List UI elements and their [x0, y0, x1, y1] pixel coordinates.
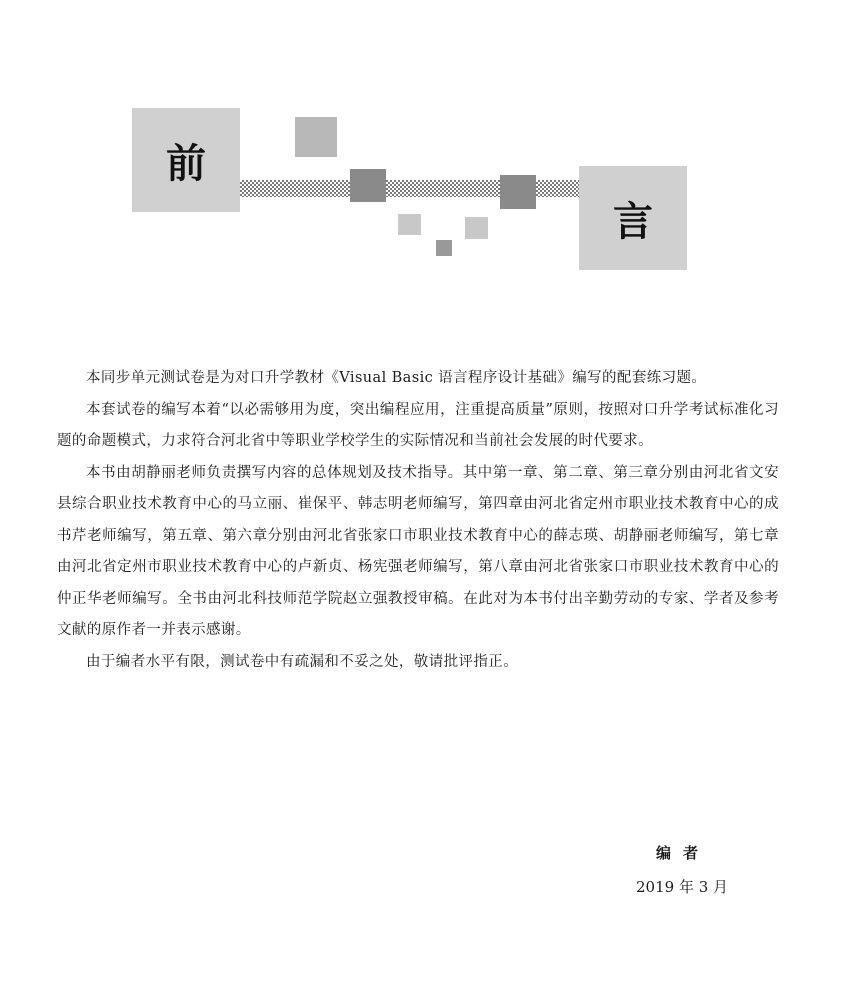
- paragraph-2: 本套试卷的编写本着“以必需够用为度，突出编程应用，注重提高质量”原则，按照对口升学考试标准化习题的命题模式，力求符合河北省中等职业学校学生的实际情况和当前社会发展的时代要求。: [57, 401, 779, 449]
- title-box-right: [579, 166, 687, 270]
- deco-square-small-1: [398, 214, 421, 235]
- signature: 编者: [656, 844, 711, 862]
- paragraph-1: 本同步单元测试卷是为对口升学教材《Visual Basic 语言程序设计基础》编写的配套练习题。: [86, 370, 707, 386]
- title-char-qian: 前: [166, 140, 206, 187]
- preface-body: [57, 363, 779, 678]
- deco-square-top: [295, 117, 337, 157]
- deco-square-small-2: [465, 217, 488, 239]
- deco-square-small-3: [436, 240, 452, 256]
- preface-banner: [0, 0, 853, 300]
- title-box-left: [132, 108, 240, 212]
- deco-square-mid-right: [500, 175, 536, 209]
- paragraph-4: 由于编者水平有限，测试卷中有疏漏和不妥之处，敬请批评指正。: [86, 653, 519, 670]
- paragraph-3: 本书由胡静丽老师负责撰写内容的总体规划及技术指导。其中第一章、第二章、第三章分别由河北省文安县综合职业技术教育中心的马立丽、崔保平、韩志明老师编写，第四章由河北省定州市职业技术教育中心的成书芹老师编写，第五章、第六章分别由河北省张家口市职业技术教育中心的薛志瑛、胡静丽老师编写，第七章由河北省定州市职业技术教育中心的卢新贞、杨宪强老师编写，第八章由河北省张家口市职业技术教育中心的仲正华老师编写。全书由河北科技师范学院赵立强教授审稿。在此对为本书付出辛勤劳动的专家、学者及参考文献的原作者一并表示感谢。: [57, 464, 779, 638]
- title-char-yan: 言: [613, 198, 653, 245]
- deco-square-mid-left: [350, 169, 386, 202]
- signature-date: 2019 年 3 月: [636, 878, 729, 896]
